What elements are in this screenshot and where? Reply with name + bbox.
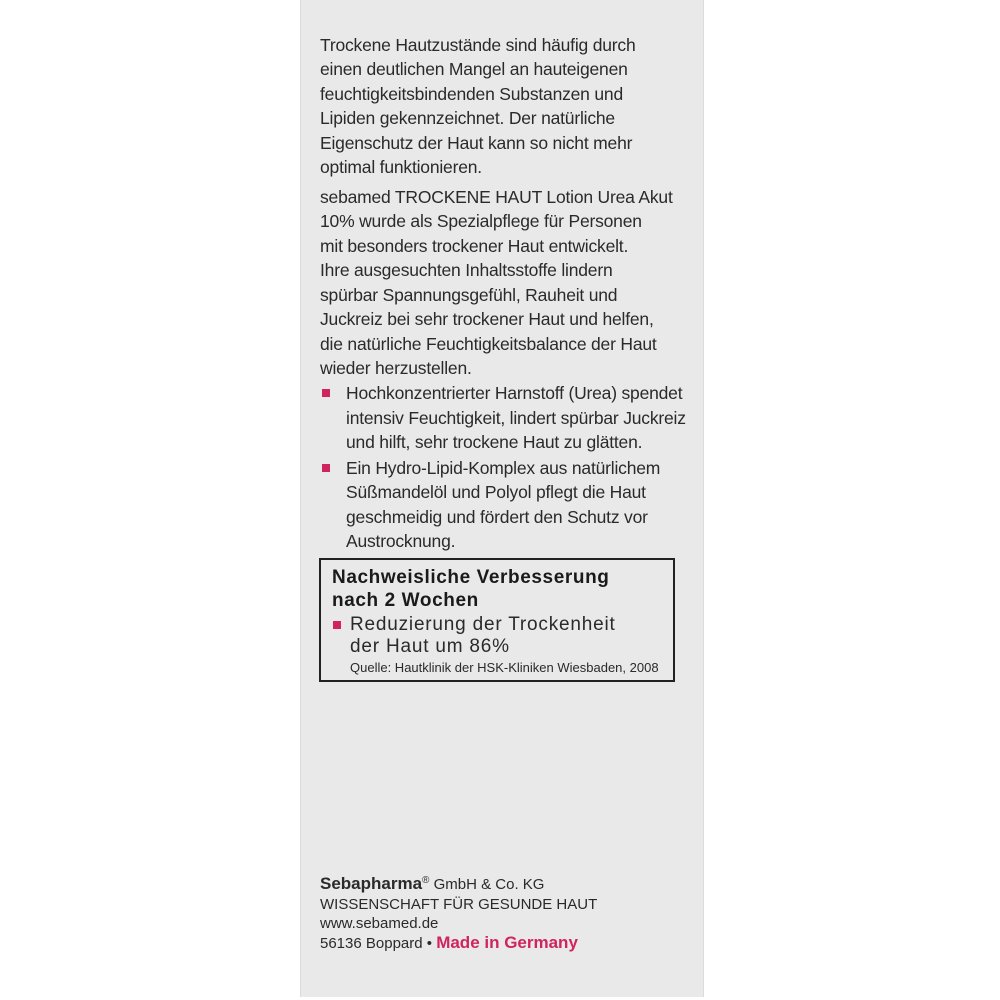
bullet-line: Ein Hydro-Lipid-Komplex aus natürlichem <box>346 458 661 478</box>
text-line: einen deutlichen Mangel an hauteigenen <box>320 59 628 79</box>
text-line: wieder herzustellen. <box>320 358 472 378</box>
package-panel <box>300 0 704 997</box>
bullet-square-icon <box>322 389 330 397</box>
text-line: optimal funktionieren. <box>320 157 482 177</box>
claim-bullet: Reduzierung der Trockenheit <box>350 614 616 635</box>
text-line: mit besonders trockener Haut entwickelt. <box>320 236 629 256</box>
address: 56136 Boppard • <box>320 935 437 952</box>
text-line: 10% wurde als Spezialpflege für Personen <box>320 211 642 231</box>
claim-title: Nachweisliche Verbesserung <box>332 567 610 588</box>
bullet-line: geschmeidig und fördert den Schutz vor <box>346 507 648 527</box>
bullet-line: Hochkonzentrierter Harnstoff (Urea) spendet <box>346 383 683 403</box>
claim-box <box>319 558 675 682</box>
text-line: spürbar Spannungsgefühl, Rauheit und <box>320 285 618 305</box>
bullet-square-icon <box>333 621 341 629</box>
text-line: Ihre ausgesuchten Inhaltsstoffe lindern <box>320 260 613 280</box>
website: www.sebamed.de <box>320 915 439 932</box>
bullet-square-icon <box>322 464 330 472</box>
registered-mark: ® <box>422 875 430 886</box>
company-suffix: GmbH & Co. KG <box>429 876 545 893</box>
made-in-germany: Made in Germany <box>436 933 578 952</box>
bullet-line: intensiv Feuchtigkeit, lindert spürbar Juckreiz <box>346 408 686 428</box>
slogan: WISSENSCHAFT FÜR GESUNDE HAUT <box>320 896 598 913</box>
bullet-line: Austrocknung. <box>346 531 456 551</box>
text-line: Juckreiz bei sehr trockener Haut und helfen, <box>320 309 654 329</box>
claim-title: nach 2 Wochen <box>332 590 479 611</box>
bullet-line: Süßmandelöl und Polyol pflegt die Haut <box>346 482 646 502</box>
text-line: feuchtigkeitsbindenden Substanzen und <box>320 84 623 104</box>
bullet-line: und hilft, sehr trockene Haut zu glätten. <box>346 432 643 452</box>
address-line <box>320 934 578 952</box>
text-line: sebamed TROCKENE HAUT Lotion Urea Akut <box>320 187 673 207</box>
text-line: Eigenschutz der Haut kann so nicht mehr <box>320 133 633 153</box>
company-line <box>320 875 544 893</box>
text-line: Trockene Hautzustände sind häufig durch <box>320 35 636 55</box>
claim-bullet: der Haut um 86% <box>350 636 510 657</box>
text-line: Lipiden gekennzeichnet. Der natürliche <box>320 108 615 128</box>
claim-source: Quelle: Hautklinik der HSK-Kliniken Wiesbaden, 2008 <box>350 660 659 675</box>
company-name: Sebapharma <box>320 874 423 893</box>
text-line: die natürliche Feuchtigkeitsbalance der Haut <box>320 334 657 354</box>
